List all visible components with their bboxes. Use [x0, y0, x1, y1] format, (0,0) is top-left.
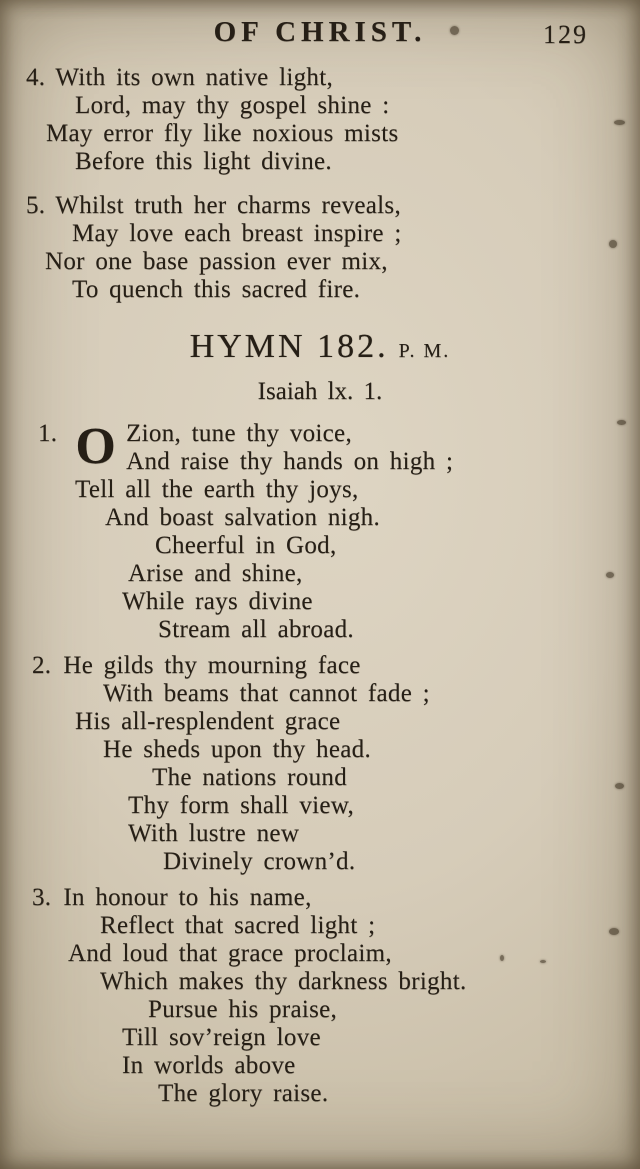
verse-number: 3. [32, 884, 52, 911]
verse-line: Thy form shall view, [128, 792, 355, 819]
verse-line: Divinely crown’d. [163, 848, 356, 875]
page-header [0, 0, 640, 56]
ink-speck [614, 120, 625, 125]
verse-line: Before this light divine. [75, 148, 332, 175]
hymn-verse-1 [30, 420, 640, 644]
verse-number: 1. [38, 420, 58, 447]
ink-speck [615, 783, 624, 789]
drop-cap: O [75, 418, 117, 475]
verse-line: May love each breast inspire ; [72, 220, 402, 247]
scripture-reference: Isaiah lx. 1. [257, 378, 383, 405]
verse-number: 5. [26, 192, 46, 219]
ink-speck [500, 955, 504, 961]
hymn-verse-3 [30, 884, 640, 1108]
hymn-title: HYMN 182. [189, 328, 389, 365]
ink-speck [617, 420, 626, 425]
hymn-meter: P. M. [398, 340, 451, 362]
hymn-heading [0, 328, 640, 372]
verse-line-text: In honour to his name, [63, 884, 312, 911]
verse-line: And boast salvation nigh. [105, 504, 381, 531]
verse-line-text: And raise thy hands on high ; [126, 448, 454, 475]
verse-line-text: He gilds thy mourning face [63, 652, 361, 679]
ink-speck [609, 928, 619, 935]
verse-line: Till sov’reign love [122, 1024, 321, 1051]
verse-number: 2. [32, 652, 52, 679]
verse-line: Nor one base passion ever mix, [45, 248, 388, 275]
verse-line: In worlds above [122, 1052, 296, 1079]
verse-line [32, 652, 640, 680]
ink-speck [609, 240, 617, 248]
ink-speck [450, 26, 459, 35]
verse-line: With lustre new [128, 820, 300, 847]
verse-line: He sheds upon thy head. [103, 736, 371, 763]
verse-line: The nations round [152, 764, 348, 791]
verse-line: While rays divine [122, 588, 313, 615]
hymn-verse-2 [30, 652, 640, 876]
verse-line [26, 192, 640, 220]
verse-line: His all-resplendent grace [75, 708, 341, 735]
verse-line [26, 64, 640, 92]
verse-line: Stream all abroad. [158, 616, 354, 643]
verse-line: Pursue his praise, [148, 996, 338, 1023]
hymn-body [0, 420, 640, 1108]
verse-line [32, 884, 640, 912]
drop-cap-lines [126, 420, 453, 476]
verse-number: 4. [26, 64, 46, 91]
verse-line: With beams that cannot fade ; [103, 680, 430, 707]
verse-line: And loud that grace proclaim, [68, 940, 392, 967]
verse-line-text: Zion, tune thy voice, [126, 420, 353, 447]
verse-line: The glory raise. [158, 1080, 329, 1107]
ink-speck [540, 960, 546, 963]
verse-line: Lord, may thy gospel shine : [75, 92, 390, 119]
verse-line: Reflect that sacred light ; [100, 912, 376, 939]
verse-4 [26, 64, 640, 176]
verse-line: Cheerful in God, [155, 532, 337, 559]
verse-line: May error fly like noxious mists [46, 120, 399, 147]
page-number: 129 [543, 20, 588, 49]
ink-speck [606, 572, 614, 578]
verse-line: Which makes thy darkness bright. [100, 968, 467, 995]
verse-line: Arise and shine, [128, 560, 303, 587]
verse-line [38, 420, 640, 476]
verse-5 [26, 192, 640, 304]
previous-hymn-verses [0, 56, 640, 304]
verse-line-text: Whilst truth her charms reveals, [55, 192, 401, 219]
verse-line: Tell all the earth thy joys, [75, 476, 359, 503]
verse-line: To quench this sacred fire. [72, 276, 361, 303]
running-title: OF CHRIST. [213, 16, 427, 48]
verse-line-text: With its own native light, [55, 64, 333, 91]
